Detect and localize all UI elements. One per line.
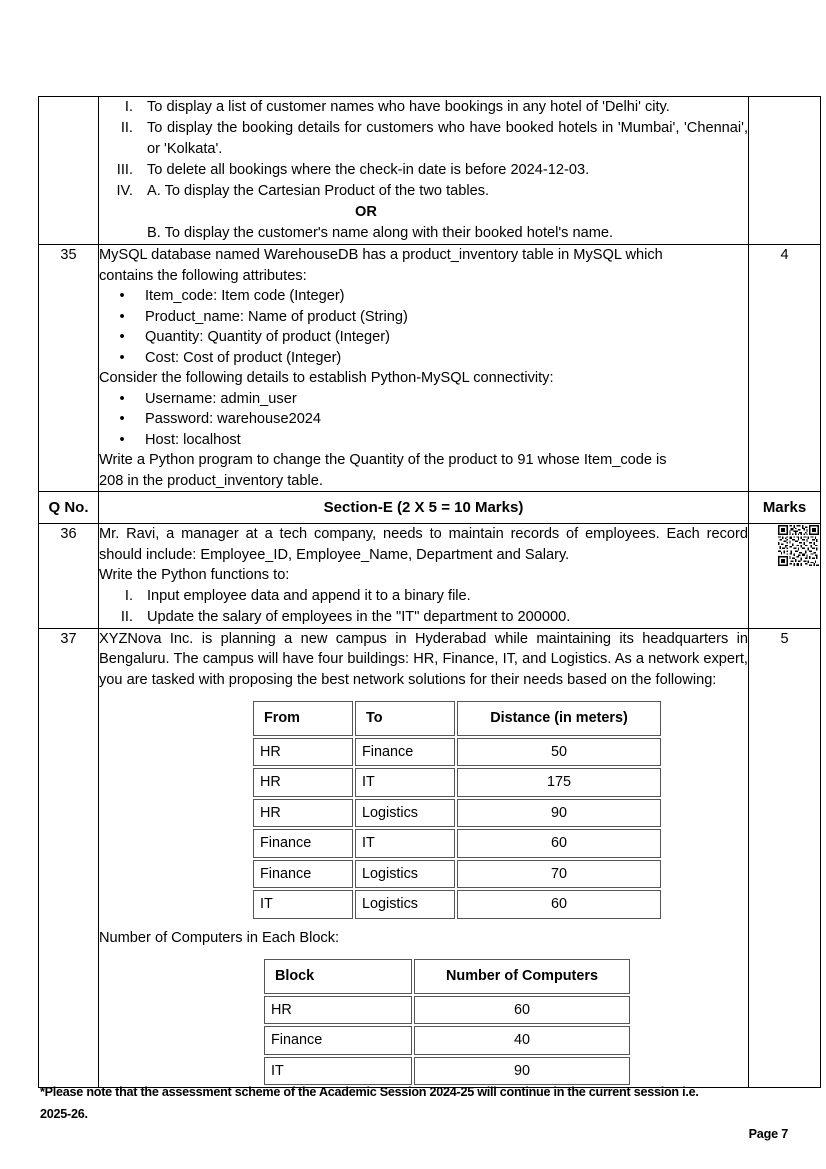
list-item <box>99 307 748 328</box>
list-item-text: A. To display the Cartesian Product of the two tables. <box>147 183 490 199</box>
list-item-text: To display a list of customer names who have bookings in any hotel of 'Delhi' city. <box>147 99 670 115</box>
table-row <box>253 860 661 889</box>
table-row <box>253 799 661 828</box>
list-item-number: IV. <box>116 183 133 199</box>
cell-count: 40 <box>414 1026 630 1055</box>
option-b-text: B. To display the customer's name along with their booked hotel's name. <box>147 225 614 241</box>
credential-text: Username: admin_user <box>145 390 297 407</box>
attribute-text: Product_name: Name of product (String) <box>145 308 408 325</box>
table-row <box>39 245 821 492</box>
cell-count: 90 <box>414 1057 630 1086</box>
list-item <box>99 286 748 307</box>
attribute-text: Item_code: Item code (Integer) <box>145 288 345 304</box>
q35-intro-line-2: contains the following attributes: <box>99 267 307 284</box>
list-item-text: Update the salary of employees in the "IT" department to 200000. <box>147 608 571 625</box>
table-header-row <box>253 701 661 736</box>
section-title: Section-E (2 X 5 = 10 Marks) <box>99 492 749 524</box>
bullet-icon: • <box>119 431 125 448</box>
list-item <box>99 586 748 607</box>
cell-from: Finance <box>253 829 353 858</box>
credential-text: Host: localhost <box>145 431 241 448</box>
list-item <box>99 348 748 369</box>
table-row <box>253 738 661 767</box>
table-header-row <box>264 959 630 994</box>
column-header-from: From <box>253 701 353 736</box>
list-item-number: II. <box>120 608 133 625</box>
cell-from: IT <box>253 890 353 919</box>
column-header-block: Block <box>264 959 412 994</box>
bullet-icon: • <box>119 411 125 427</box>
cell-from: Finance <box>253 860 353 889</box>
cell-count: 60 <box>414 996 630 1025</box>
list-item-text: Input employee data and append it to a binary file. <box>147 587 471 604</box>
attribute-text: Quantity: Quantity of product (Integer) <box>145 329 390 345</box>
question-body-cell <box>99 97 749 245</box>
list-item <box>99 97 748 118</box>
cell-distance: 60 <box>457 829 661 858</box>
cell-distance: 60 <box>457 890 661 919</box>
question-number-cell: 36 <box>39 524 99 629</box>
cell-to: IT <box>355 829 455 858</box>
table-row <box>253 768 661 797</box>
list-item <box>99 118 748 160</box>
assessment-scheme-note-line-2: 2025-26. <box>40 1107 88 1121</box>
bullet-icon: • <box>119 308 125 325</box>
q36-intro: Mr. Ravi, a manager at a tech company, needs to maintain records of employees. Each record should include: Employee_ID, Employee_Name, Department and Salary. <box>99 526 748 563</box>
table-row <box>39 524 821 629</box>
q35-connectivity-intro: Consider the following details to establish Python-MySQL connectivity: <box>99 370 554 386</box>
credential-text: Password: warehouse2024 <box>145 411 322 427</box>
page-number: Page 7 <box>748 1127 788 1141</box>
table-row <box>264 996 630 1025</box>
bullet-icon: • <box>119 349 125 366</box>
section-header-row <box>39 492 821 524</box>
assessment-scheme-note <box>40 1081 800 1125</box>
list-item <box>99 160 748 181</box>
cell-to: Logistics <box>355 890 455 919</box>
cell-from: HR <box>253 799 353 828</box>
cell-from: HR <box>253 768 353 797</box>
list-item <box>99 327 748 348</box>
bullet-icon: • <box>119 390 125 407</box>
question-number-cell: 35 <box>39 245 99 492</box>
question-number-cell <box>39 97 99 245</box>
list-item-number: III. <box>116 162 133 178</box>
table-row <box>264 1026 630 1055</box>
qr-code-icon[interactable] <box>778 525 819 566</box>
bullet-icon: • <box>119 329 125 345</box>
list-item <box>99 389 748 410</box>
list-item-number: I. <box>124 99 133 115</box>
list-item-text: To delete all bookings where the check-in date is before 2024-12-03. <box>147 162 590 178</box>
cell-to: Logistics <box>355 799 455 828</box>
column-header-to: To <box>355 701 455 736</box>
cell-block: HR <box>264 996 412 1025</box>
cell-to: Logistics <box>355 860 455 889</box>
list-item <box>99 409 748 430</box>
marks-cell <box>749 524 821 629</box>
marks-column-header: Marks <box>749 492 821 524</box>
assessment-scheme-note-line-1: *Please note that the assessment scheme of the Academic Session 2024-25 will continue in the current session i.e. <box>40 1085 699 1099</box>
column-header-distance: Distance (in meters) <box>457 701 661 736</box>
bullet-icon: • <box>119 288 125 304</box>
credentials-list <box>99 389 748 451</box>
q37-intro: XYZNova Inc. is planning a new campus in Hyderabad while maintaining its headquarters in Bengaluru. The campus will have four buildings: HR, Finance, IT, and Logistics. As a network expert, you are tasked with proposing the best network solutions for their needs based on the following: <box>99 630 748 688</box>
distance-table <box>251 699 663 921</box>
list-item <box>99 607 748 628</box>
cell-to: IT <box>355 768 455 797</box>
list-item-number: II. <box>120 120 133 136</box>
list-item-text: To display the booking details for customers who have booked hotels in 'Mumbai', 'Chennai', or 'Kolkata'. <box>147 120 748 157</box>
table-row <box>253 890 661 919</box>
cell-distance: 50 <box>457 738 661 767</box>
cell-distance: 175 <box>457 768 661 797</box>
question-body-cell <box>99 524 749 629</box>
attribute-text: Cost: Cost of product (Integer) <box>145 349 342 366</box>
marks-cell <box>749 97 821 245</box>
list-item <box>99 430 748 451</box>
q35-intro-line-1: MySQL database named WarehouseDB has a product_inventory table in MySQL which <box>99 247 663 263</box>
list-item <box>99 181 748 202</box>
cell-block: Finance <box>264 1026 412 1055</box>
cell-distance: 70 <box>457 860 661 889</box>
question-body-cell <box>99 245 749 492</box>
attribute-list <box>99 286 748 368</box>
computers-table-label: Number of Computers in Each Block: <box>99 929 340 946</box>
table-row <box>39 628 821 1088</box>
q35-task-line-1: Write a Python program to change the Quantity of the product to 91 whose Item_code is <box>99 452 667 468</box>
table-row <box>253 829 661 858</box>
or-separator-label: OR <box>355 204 377 220</box>
q36-prompt: Write the Python functions to: <box>99 567 290 583</box>
question-number-cell: 37 <box>39 628 99 1088</box>
cell-block: IT <box>264 1057 412 1086</box>
computers-table <box>262 957 632 1087</box>
exam-question-table <box>38 96 821 1088</box>
q35-task-line-2: 208 in the product_inventory table. <box>99 472 323 489</box>
cell-to: Finance <box>355 738 455 767</box>
qno-column-header: Q No. <box>39 492 99 524</box>
roman-list <box>99 97 748 244</box>
table-row <box>39 97 821 245</box>
marks-cell: 4 <box>749 245 821 492</box>
list-item-number: I. <box>124 587 133 604</box>
roman-list <box>99 586 748 628</box>
list-item-option-b <box>99 223 748 244</box>
cell-from: HR <box>253 738 353 767</box>
marks-cell: 5 <box>749 628 821 1088</box>
question-body-cell <box>99 628 749 1088</box>
cell-distance: 90 <box>457 799 661 828</box>
column-header-number-of-computers: Number of Computers <box>414 959 630 994</box>
